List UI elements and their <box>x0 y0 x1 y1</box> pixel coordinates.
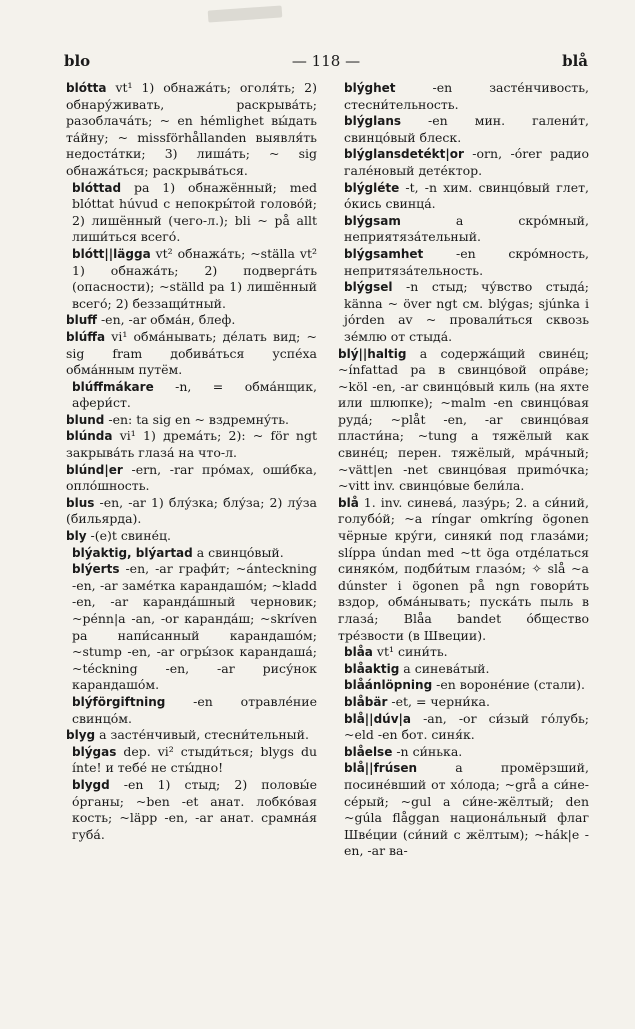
definition: vi¹ обма́нывать; де́лать вид; ~ sig fram добива́ться успе́ха обма́нным путём. <box>66 328 317 378</box>
headword: blå||frúsen <box>344 761 418 776</box>
definition: a содержа́щий свине́ц; ~ínfattad pa в свинцóвой опра́ве; ~köl -en, -ar свинцóвый киль (на яхте или шлюпке); ~malm -en свинцóвая руда́; ~plåt -en, -ar свинцóвая пласти́на; ~tung a тяжёлый как свине́ц; перен. тяжёлый, мра́чный; ~vätt|en -net свинцóвая приmóчка; ~vitt inv. свинцóвые бели́ла. <box>338 345 589 494</box>
dictionary-entry <box>66 180 317 246</box>
definition: -n си́нька. <box>392 743 463 759</box>
headword: blúffa <box>66 329 106 344</box>
headword: blyg <box>66 728 96 743</box>
headword: blåa <box>344 645 373 660</box>
dictionary-entry <box>338 246 589 279</box>
headword: blåelse <box>344 744 393 759</box>
dictionary-entry <box>66 462 317 495</box>
definition: -orn, -órer радио гале́новый детéктор. <box>344 146 589 178</box>
dictionary-entry <box>66 312 317 329</box>
headword: blúffmákare <box>72 379 154 394</box>
dictionary-entry <box>338 113 589 146</box>
dictionary-entry <box>66 80 317 180</box>
definition: -en скрóмность, непритяза́тельность. <box>344 245 589 278</box>
headword: blýgléte <box>344 180 400 195</box>
headword: blótt||lägga <box>72 246 151 261</box>
dictionary-entry <box>338 711 589 744</box>
headword: blýaktig, blýartad <box>72 545 193 560</box>
definition: -en 1) стыд; 2) половы́е óрганы; ~ben -et анат. лобкóвая кость; ~läpp -en, -ar анат. срамна́я губа́. <box>72 776 317 842</box>
dictionary-entry <box>338 677 589 694</box>
definition: dep. vi² стыди́ться; blygs du ínte! и тебе́ не сты́дно! <box>72 743 317 776</box>
right-column <box>338 80 589 860</box>
dictionary-entry <box>338 661 589 678</box>
page-number: — 118 — <box>291 52 361 70</box>
dictionary-entry <box>338 744 589 761</box>
headword: blå <box>338 495 359 510</box>
definition: -ern, -rar про́мах, оши́бка, опло́шность. <box>66 461 317 494</box>
headword: blý||haltig <box>338 346 407 361</box>
paper-smudge <box>208 5 283 22</box>
definition: a синева́тый. <box>399 660 490 676</box>
headword: blýerts <box>72 562 120 577</box>
definition: pa 1) обнажённый; med blóttat húvud с непокры́той головóй; 2) лишённый (чего-л.); bli ~ på allt лиши́ться всего́. <box>72 179 317 245</box>
dictionary-entry <box>66 528 317 545</box>
headword: blå||dúv|a <box>344 711 412 726</box>
header-right-guideword: blå <box>562 52 588 70</box>
definition: -en, -ar графи́т; ~ánteckning -en, -ar заме́тка карандашóм; ~kladd -en, -ar каранда́шный черновик; ~pénn|a -an, -or каранда́ш; ~skríven pa напи́санный карандашóм; ~stump -en, -ar огры́зок карандаша́; ~téckning -en, -ar рису́нок карандашóм. <box>72 561 317 693</box>
definition: -en засте́нчивость, стесни́тельность. <box>344 80 589 112</box>
definition: -en вороне́ние (стали). <box>432 677 586 693</box>
definition: -en отравле́ние свинцóм. <box>72 693 317 726</box>
dictionary-entry <box>338 694 589 711</box>
definition: -t, -n хим. свинцóвый глет, óкись свинца́. <box>344 179 589 212</box>
dictionary-entry <box>66 379 317 412</box>
definition: a засте́нчивый, стесни́тельный. <box>95 727 309 743</box>
dictionary-entry <box>66 545 317 562</box>
headword: blúnd|er <box>66 462 123 477</box>
headword: blýghet <box>344 81 396 95</box>
headword: blótta <box>66 81 107 95</box>
headword: blýgsamhet <box>344 246 424 261</box>
left-column <box>66 80 317 843</box>
dictionary-entry <box>66 561 317 694</box>
headword: blåbär <box>344 694 388 709</box>
headword: blus <box>66 495 95 510</box>
definition: vt¹ сини́ть. <box>372 644 448 660</box>
headword: blýgsel <box>344 280 393 295</box>
headword: blúnda <box>66 429 113 444</box>
dictionary-entry <box>338 213 589 246</box>
definition: -an, -or си́зый го́лубь; ~eld -en бот. синя́к. <box>344 710 589 743</box>
dictionary-entry <box>66 329 317 379</box>
definition: -en мин. галени́т, свинцóвый блеск. <box>344 113 589 145</box>
definition: vi¹ 1) дрема́ть; 2): ~ för ngt закрыва́ть глаза́ на что-л. <box>66 428 317 461</box>
headword: blóttad <box>72 180 122 195</box>
dictionary-entry <box>338 495 589 644</box>
definition: a промёрзший, посине́вший от хо́лода; ~grå a си́не-се́рый; ~gul a си́не-жёлтый; den ~gúla flåggan национа́льный флаг Шве́ции (си́ний с жёлтым); ~hák|e -en, -ar ва- <box>344 760 589 859</box>
definition: a свинцóвый. <box>192 544 284 560</box>
definition: -(e)t свине́ц. <box>86 528 171 544</box>
dictionary-entry <box>338 644 589 661</box>
definition: -en, -ar 1) блу́зка; блу́за; 2) лу́за (бильярда). <box>66 494 317 527</box>
dictionary-entry <box>66 246 317 312</box>
definition: -et, = черни́ка. <box>387 693 490 709</box>
definition: -en: ta sig en ~ вздремну́ть. <box>104 411 289 427</box>
headword: blýförgiftning <box>72 694 166 709</box>
dictionary-entry <box>338 760 589 860</box>
dictionary-entry <box>66 428 317 461</box>
headword: blygd <box>72 777 110 792</box>
definition: 1. inv. синева́, лазу́рь; 2. a си́ний, голубóй; ~a ríngar omkríng ögonen чёрные кру́ги, синяки́ под глаза́ми; slíppa úndan med ~tt öga отде́латься синякóм, подби́тым глазóм; ✧ slå ~a dúnster i ögonen på ngn говори́ть вздор, обма́нывать; пуска́ть пыль в глаза́; Blåa bandet óбщество тре́звости (в Швеции). <box>338 494 589 643</box>
dictionary-entry <box>338 279 589 345</box>
dictionary-entry <box>338 346 589 495</box>
dictionary-entry <box>338 180 589 213</box>
headword: blåánlöpning <box>344 678 433 693</box>
dictionary-entry <box>66 744 317 777</box>
header-left-guideword: blo <box>64 52 91 70</box>
headword: blýglansdetékt|or <box>344 147 464 162</box>
dictionary-entry <box>338 146 589 179</box>
dictionary-entry <box>66 694 317 727</box>
headword: bly <box>66 529 87 544</box>
definition: -en, -ar обма́н, блеф. <box>96 312 236 328</box>
dictionary-entry <box>66 727 317 744</box>
definition: vt¹ 1) обнажáть; оголя́ть; 2) обнару́живать, раскрыва́ть; разоблача́ть; ~ en hémlighet вы́дать та́йну; ~ missförhållanden выявля́ть недоста́тки; 3) лиша́ть; ~ sig обнажа́ться; раскрыва́ться. <box>66 80 317 178</box>
headword: blåaktig <box>344 661 400 676</box>
dictionary-entry <box>66 777 317 843</box>
headword: blund <box>66 412 105 427</box>
definition: -n, = обма́нщик, афери́ст. <box>72 378 317 411</box>
headword: bluff <box>66 313 97 328</box>
headword: blýgas <box>72 744 117 759</box>
headword: blýglans <box>344 114 402 129</box>
definition: vt² обнажа́ть; ~ställa vt² 1) обнажа́ть; 2) подверга́ть (опасности); ~ställd pa 1) лишённый всего́; 2) беззащи́тный. <box>72 245 317 311</box>
headword: blýgsam <box>344 213 401 228</box>
dictionary-entry <box>66 495 317 528</box>
definition: -n стыд; чу́вство стыда́; känna ~ över ngt см. blýgas; sjúnka i jórden av ~ провали́ться сквозь зе́млю от стыда́. <box>344 279 589 344</box>
definition: a скрóмный, неприятяза́тельный. <box>344 212 589 245</box>
page-header <box>64 52 588 72</box>
dictionary-entry <box>66 412 317 429</box>
dictionary-entry <box>338 80 589 113</box>
